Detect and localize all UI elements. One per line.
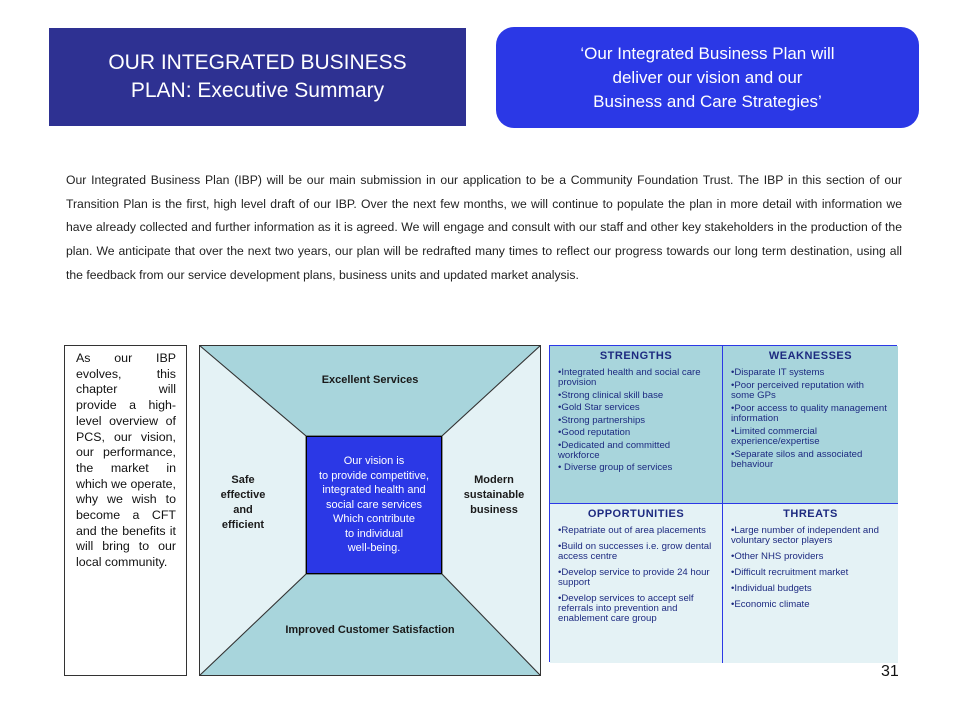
list-item: •Repatriate out of area placements: [558, 525, 706, 536]
list-item: •Develop service to provide 24 hour support: [558, 567, 710, 588]
opportunities-quadrant: [550, 504, 723, 663]
threats-heading: THREATS: [783, 508, 838, 520]
vision-line-6: to individual: [344, 527, 404, 540]
list-item: •Other NHS providers: [731, 551, 824, 562]
swot-grid: [549, 345, 897, 662]
modern-line: Modern: [474, 474, 514, 486]
list-item: •Disparate IT systems: [731, 367, 825, 378]
threats-quadrant: [723, 504, 898, 663]
list-item: •Gold Star services: [558, 402, 640, 413]
excellent-services-label: Excellent Services: [321, 374, 419, 386]
list-item: •Develop services to accept self referrals into prevention and enablement care group: [558, 593, 694, 624]
vision-line-7: well-being.: [347, 542, 401, 555]
vision-line-4: social care services: [326, 498, 422, 511]
vision-line-3: integrated health and: [322, 484, 426, 497]
list-item: •Poor access to quality management information: [731, 403, 887, 424]
effective-line: effective: [220, 489, 266, 501]
list-item: •Good reputation: [558, 427, 631, 438]
safe-effective-label: [213, 473, 273, 533]
list-item: •Poor perceived reputation with some GPs: [731, 380, 864, 401]
vision-diagram: [199, 345, 541, 676]
efficient-line: efficient: [221, 519, 265, 531]
vision-line-1: Our vision is: [343, 455, 405, 468]
customer-satisfaction-label: Improved Customer Satisfaction: [285, 624, 455, 636]
strengths-heading: STRENGTHS: [599, 350, 673, 362]
page-title-line-2: PLAN: Executive Summary: [130, 79, 385, 102]
modern-business-label: [459, 473, 529, 518]
quote-line-1: ‘Our Integrated Business Plan will: [580, 43, 835, 63]
list-item: •Large number of independent and voluntary sector players: [731, 525, 879, 546]
business-line: business: [470, 504, 518, 516]
intro-paragraph: Our Integrated Business Plan (IBP) will be our main submission in our application to be a Community Foundation Trust. The IBP in this section of our Transition Plan is the first, high level draft of our IBP. Over the next few months, we will continue to populate the plan in more detail with information we have already collected and further information as it is agreed. We will engage and consult with our staff and other key stakeholders in the production of the plan. We anticipate that over the next two years, our plan will be redrafted many times to reflect our progress towards our long term destination, using all the feedback from our service development plans, business units and updated market analysis.: [66, 173, 902, 282]
list-item: •Separate silos and associated behaviour: [731, 449, 863, 470]
quote-line-3: Business and Care Strategies’: [593, 91, 822, 111]
list-item: •Economic climate: [731, 599, 810, 610]
weaknesses-quadrant: [723, 346, 898, 504]
list-item: •Dedicated and committed workforce: [558, 439, 671, 461]
vision-statement: [306, 436, 442, 574]
list-item: •Difficult recruitment market: [731, 567, 849, 578]
side-note: As our IBP evolves, this chapter will provide a high-level overview of PCS, our vision, our performance, the market in which we operate, why we wish to become a CFT and the benefits it will bring to our local community.: [64, 345, 187, 676]
sustainable-line: sustainable: [463, 489, 525, 501]
list-item: •Strong clinical skill base: [558, 389, 664, 401]
list-item: •Strong partnerships: [558, 414, 646, 426]
safe-line: Safe: [231, 474, 255, 486]
strengths-quadrant: [550, 346, 723, 504]
vision-line-2: to provide competitive,: [318, 469, 430, 482]
weaknesses-heading: WEAKNESSES: [768, 350, 853, 362]
list-item: •Individual budgets: [731, 583, 812, 594]
list-item: •Build on successes i.e. grow dental access centre: [558, 541, 712, 562]
quote-line-2: deliver our vision and our: [612, 67, 803, 87]
vision-line-5: Which contribute: [333, 513, 415, 526]
opportunities-heading: OPPORTUNITIES: [587, 508, 685, 520]
quote-callout: [496, 27, 919, 128]
page-title-line-1: OUR INTEGRATED BUSINESS: [108, 51, 407, 74]
page-number: 31: [881, 663, 899, 680]
list-item: •Integrated health and social care provision: [558, 367, 701, 388]
and-line: and: [233, 504, 253, 516]
page-title: [49, 28, 466, 126]
list-item: • Diverse group of services: [558, 462, 673, 473]
list-item: •Limited commercial experience/expertise: [731, 426, 820, 447]
